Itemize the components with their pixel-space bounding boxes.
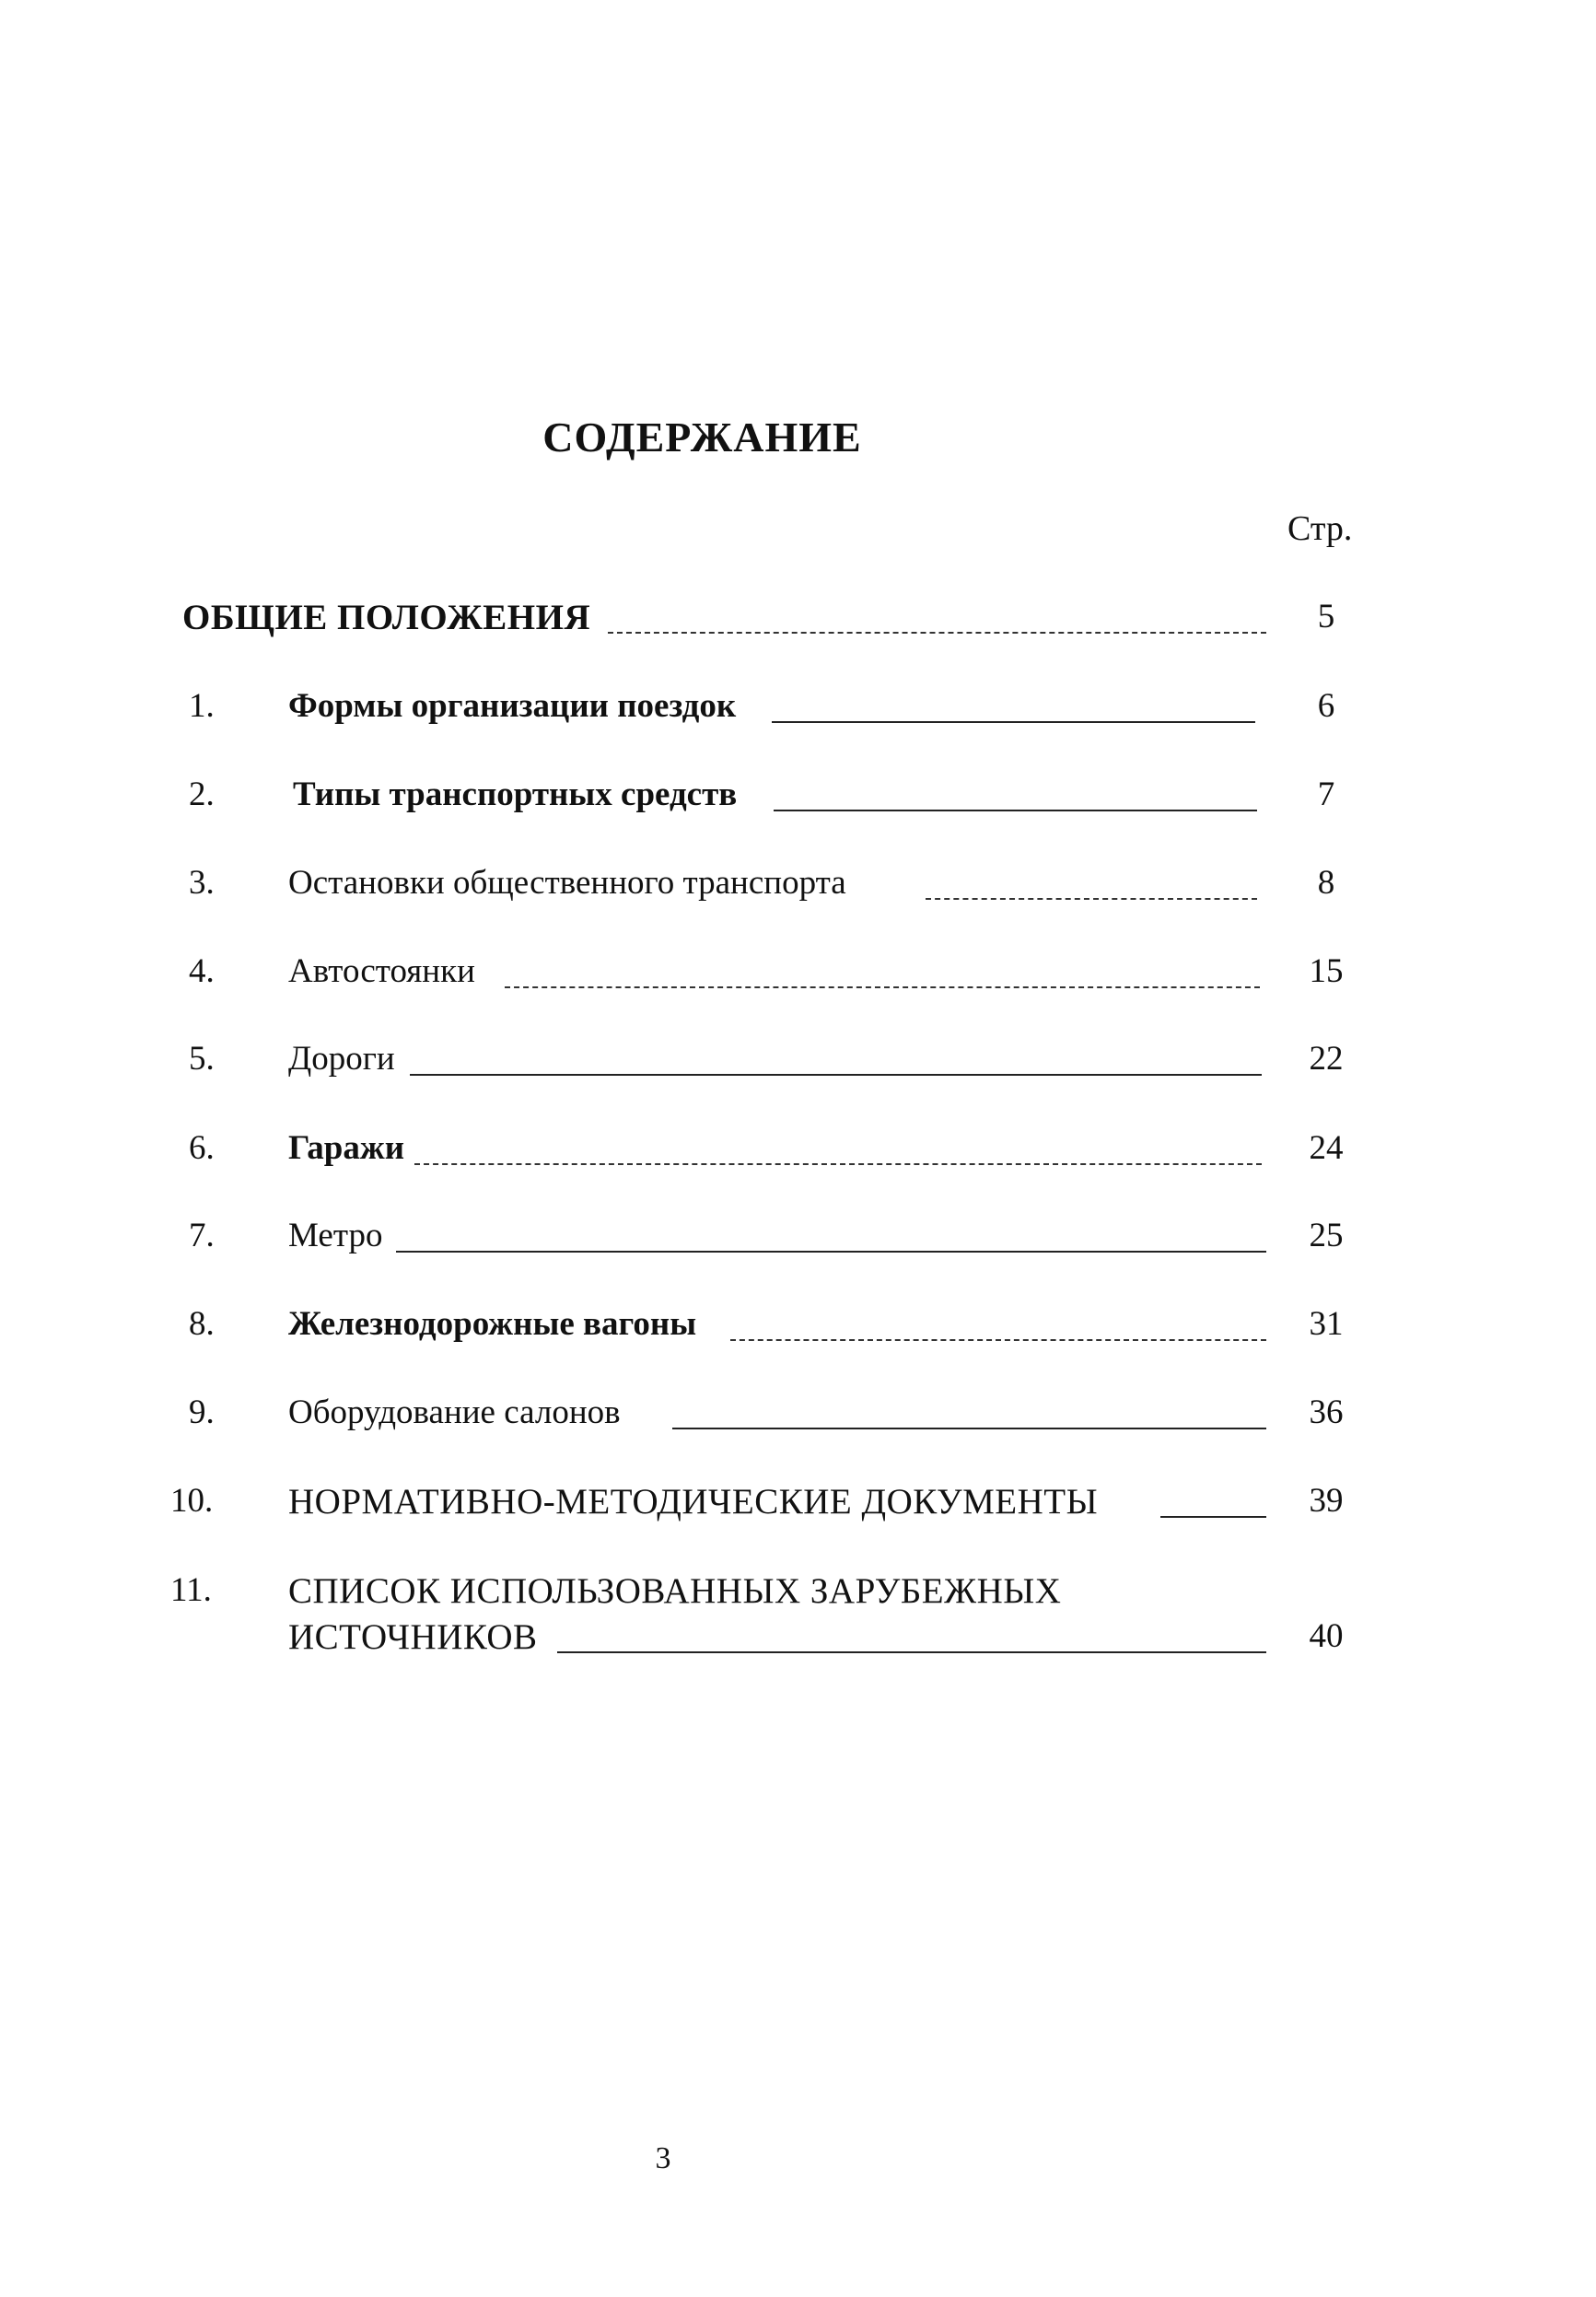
toc-leader <box>926 898 1257 900</box>
toc-entry-page: 22 <box>1309 1040 1344 1078</box>
toc-entry[interactable] <box>0 951 1381 997</box>
toc-entry-title: Формы организации поездок <box>288 687 737 725</box>
toc-entry-title: Железнодорожные вагоны <box>288 1305 697 1343</box>
toc-entry-title: Гаражи <box>288 1129 405 1167</box>
toc-entry[interactable] <box>0 686 1381 732</box>
toc-entry-title: Автостоянки <box>288 952 475 990</box>
toc-entry[interactable] <box>0 1393 1381 1439</box>
toc-entry-title: Метро <box>288 1217 383 1254</box>
toc-entry-number: 1. <box>189 687 215 725</box>
toc-leader <box>672 1428 1266 1429</box>
toc-entry[interactable] <box>0 1304 1381 1350</box>
toc-entry-title: Дороги <box>288 1040 395 1078</box>
toc-entry-title-line1: СПИСОК ИСПОЛЬЗОВАННЫХ ЗАРУБЕЖНЫХ <box>288 1571 1062 1611</box>
toc-entry[interactable] <box>0 775 1381 821</box>
toc-leader <box>772 721 1255 723</box>
toc-entry[interactable] <box>0 597 1381 643</box>
toc-entry-title: ОБЩИЕ ПОЛОЖЕНИЯ <box>182 598 591 637</box>
toc-entry[interactable] <box>0 863 1381 909</box>
toc-entry-title: Типы транспортных средств <box>293 775 738 813</box>
toc-entry-number: 2. <box>189 775 215 813</box>
toc-leader <box>730 1339 1266 1341</box>
toc-entry-title-line2: ИСТОЧНИКОВ <box>288 1617 538 1657</box>
toc-entry-page: 15 <box>1309 952 1344 990</box>
toc-entry-page: 24 <box>1309 1129 1344 1167</box>
toc-leader <box>774 810 1257 811</box>
toc-entry-number: 7. <box>189 1217 215 1254</box>
toc-entry-number: 10. <box>170 1482 214 1520</box>
toc-leader <box>505 986 1260 988</box>
toc-entry-number: 11. <box>170 1571 212 1609</box>
toc-entry-number: 3. <box>189 864 215 902</box>
toc-leader <box>608 632 1266 634</box>
toc-entry[interactable] <box>0 1216 1381 1262</box>
toc-entry-page: 36 <box>1309 1393 1344 1431</box>
toc-entry-page: 25 <box>1309 1217 1344 1254</box>
page-title: СОДЕРЖАНИЕ <box>542 414 862 461</box>
toc-leader <box>414 1163 1262 1165</box>
toc-entry-number: 8. <box>189 1305 215 1343</box>
toc-entry-number: 5. <box>189 1040 215 1078</box>
toc-entry-number: 6. <box>189 1129 215 1167</box>
toc-entry-page: 31 <box>1309 1305 1344 1343</box>
toc-leader <box>396 1251 1266 1253</box>
toc-entry-page: 40 <box>1309 1617 1344 1655</box>
toc-entry-page: 8 <box>1317 864 1335 902</box>
toc-entry-page: 5 <box>1317 598 1335 635</box>
toc-entry-title: Оборудование салонов <box>288 1393 621 1431</box>
toc-entry[interactable] <box>0 1128 1381 1174</box>
toc-entry[interactable] <box>0 1039 1381 1085</box>
toc-entry[interactable] <box>0 1481 1381 1527</box>
toc-entry-title: Остановки общественного транспорта <box>288 864 846 902</box>
toc-entry-title: НОРМАТИВНО-МЕТОДИЧЕСКИЕ ДОКУМЕНТЫ <box>288 1482 1099 1522</box>
toc-entry-number: 4. <box>189 952 215 990</box>
toc-leader <box>410 1074 1262 1076</box>
toc-entry[interactable] <box>0 1570 1381 1672</box>
toc-leader <box>1160 1516 1266 1518</box>
toc-entry-number: 9. <box>189 1393 215 1431</box>
toc-entry-page: 39 <box>1309 1482 1344 1520</box>
page-column-label: Стр. <box>1287 509 1353 548</box>
toc-entry-page: 7 <box>1317 775 1335 813</box>
toc-leader <box>557 1651 1266 1653</box>
footer-page-number: 3 <box>655 2141 671 2175</box>
toc-entry-page: 6 <box>1317 687 1335 725</box>
